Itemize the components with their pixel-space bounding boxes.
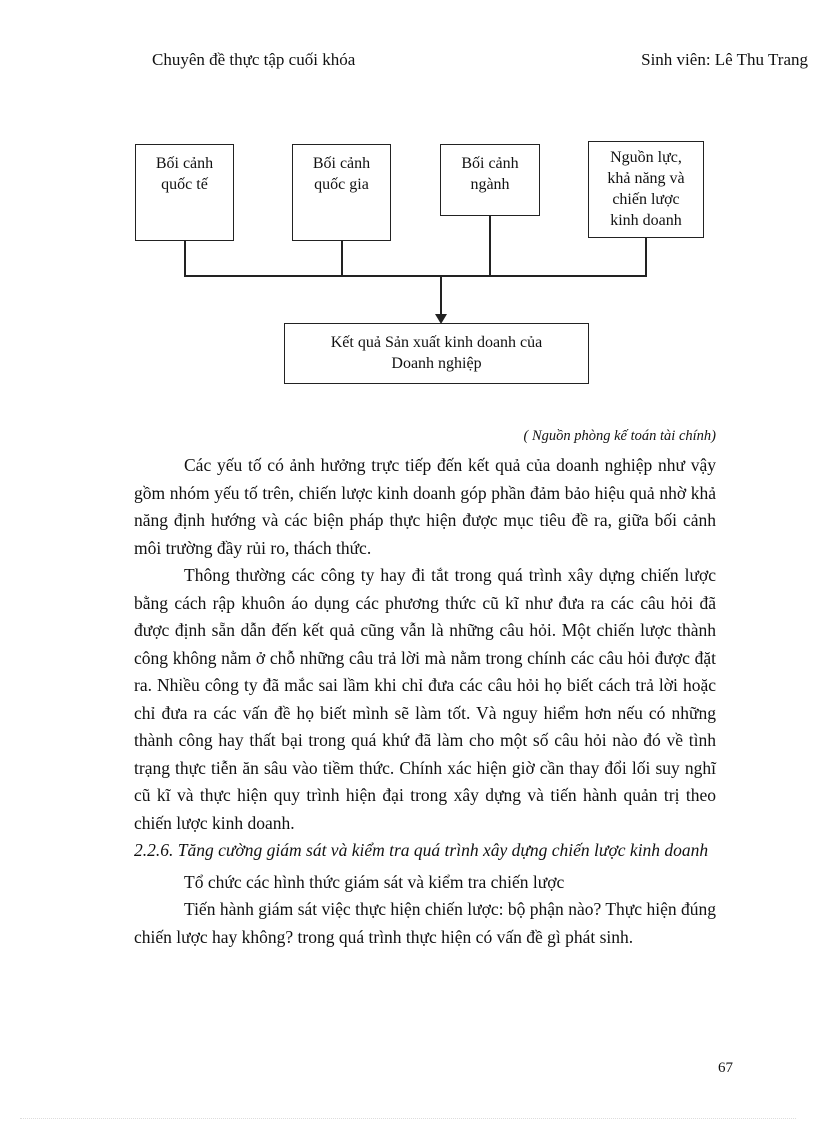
- box-line: quốc gia: [314, 176, 369, 193]
- body-text: [134, 452, 716, 951]
- source-note: ( Nguồn phòng kế toán tài chính): [523, 428, 716, 444]
- box-line: ngành: [470, 176, 510, 193]
- box-line: chiến lược: [612, 191, 680, 208]
- divider: [20, 1118, 796, 1119]
- section-heading: 2.2.6. Tăng cường giám sát và kiểm tra quá trình xây dựng chiến lược kinh doanh: [134, 840, 709, 860]
- box-international-context: [135, 144, 234, 241]
- connector-line: [489, 216, 491, 276]
- connector-line: [341, 241, 343, 276]
- box-line: Bối cảnh: [461, 155, 519, 172]
- box-line: quốc tế: [161, 176, 208, 193]
- box-line: Bối cảnh: [155, 155, 214, 172]
- box-resources-strategy: [588, 141, 704, 238]
- box-line: Doanh nghiệp: [391, 355, 482, 372]
- box-line: Nguồn lực,: [610, 149, 682, 166]
- box-line: Kết quả Sản xuất kinh doanh của: [330, 334, 543, 351]
- box-line: kinh doanh: [610, 212, 682, 229]
- header-author: Sinh viên: Lê Thu Trang: [641, 50, 808, 69]
- paragraph: Thông thường các công ty hay đi tắt trong quá trình xây dựng chiến lược bằng cách rập khuôn áo dụng các phương thức cũ kĩ như đưa ra các câu hỏi đã được định sẵn dẫn đến kết quả cũng vẫn là những câu hỏi. Một chiến lược thành công không nằm ở chỗ những câu trả lời mà nằm trong chính các câu hỏi được đặt ra. Nhiều công ty đã mắc sai lầm khi chỉ đưa các câu hỏi họ biết cách trả lời hoặc chỉ đưa ra các vấn đề họ biết mình sẽ làm tốt. Và nguy hiểm hơn nếu có những thành công hay thất bại trong quá khứ đã làm cho một số câu hỏi nào đó về tình trạng thực tiễn ăn sâu vào tiềm thức. Chính xác hiện giờ cần thay đổi lối suy nghĩ cũ kĩ và thực hiện quy trình hiện đại trong xây dựng và tiến hành quản trị theo chiến lược kinh doanh.: [134, 565, 716, 833]
- paragraph: Tiến hành giám sát việc thực hiện chiến lược: bộ phận nào? Thực hiện đúng chiến lược hay không? trong quá trình thực hiện có vấn đề gì phát sinh.: [134, 899, 716, 947]
- connector-line: [184, 241, 186, 276]
- connector-horizontal: [184, 275, 647, 277]
- paragraph: Tổ chức các hình thức giám sát và kiểm tra chiến lược: [184, 871, 565, 892]
- header-title: Chuyên đề thực tập cuối khóa: [152, 50, 356, 69]
- box-business-result: [284, 323, 589, 384]
- box-line: Bối cảnh: [312, 155, 371, 172]
- page-number: 67: [718, 1060, 733, 1076]
- box-national-context: [292, 144, 391, 241]
- connector-line: [645, 238, 647, 276]
- connector-down: [440, 275, 442, 317]
- box-industry-context: [440, 144, 540, 216]
- box-line: khả năng và: [607, 170, 685, 187]
- paragraph: Các yếu tố có ảnh hưởng trực tiếp đến kết quả của doanh nghiệp như vậy gồm nhóm yếu tố trên, chiến lược kinh doanh góp phần đảm bảo hiệu quả nhờ khả năng định hướng và các biện pháp thực hiện được mục tiêu đề ra, giữa bối cảnh môi trường đầy rủi ro, thách thức.: [134, 455, 716, 558]
